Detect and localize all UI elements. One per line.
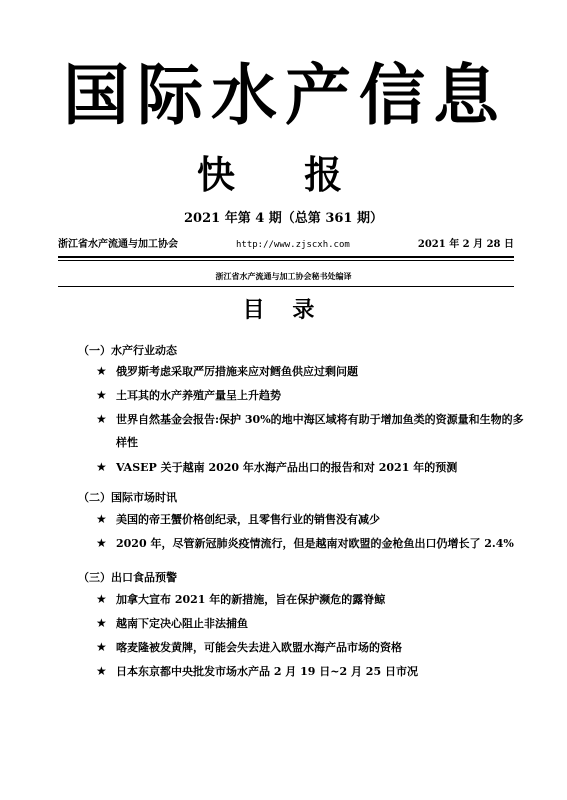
toc-title: 目 录 (242, 298, 325, 323)
list-item (96, 660, 526, 683)
header-rule-thick (58, 256, 514, 258)
section-heading: （二）国际市场时讯 (78, 491, 177, 504)
list-item-text: 俄罗斯考虑采取严厉措施来应对鳕鱼供应过剩问题 (116, 365, 358, 378)
section-heading: （一）水产行业动态 (78, 344, 177, 357)
issue-number: 2021 年第 4 期（总第 361 期） (184, 211, 383, 226)
list-item (96, 508, 526, 531)
list-item (96, 636, 526, 659)
list-item (96, 588, 526, 611)
list-item-text: 加拿大宣布 2021 年的新措施，旨在保护濒危的露脊鲸 (116, 593, 386, 606)
publisher-info-row (58, 236, 514, 254)
publisher-url: http://www.zjscxh.com (236, 240, 350, 250)
publisher-name: 浙江省水产流通与加工协会 (58, 239, 178, 250)
star-icon: ★ (96, 592, 107, 606)
list-item (96, 612, 526, 635)
star-icon: ★ (96, 388, 107, 402)
star-icon: ★ (96, 512, 107, 526)
masthead-title: 国际水产信息 (63, 56, 507, 134)
list-item-text: VASEP 关于越南 2020 年水海产品出口的报告和对 2021 年的预测 (116, 461, 458, 474)
star-icon: ★ (96, 460, 107, 474)
list-item-text: 越南下定决心阻止非法捕鱼 (116, 617, 248, 630)
list-item-text: 喀麦隆被发黄牌，可能会失去进入欧盟水海产品市场的资格 (116, 641, 402, 654)
compiled-rule (58, 286, 514, 287)
star-icon: ★ (96, 364, 107, 378)
list-item (96, 532, 526, 555)
compiled-by: 浙江省水产流通与加工协会秘书处编译 (215, 271, 352, 281)
header-rule-thin (58, 260, 514, 261)
list-item (96, 408, 526, 454)
list-item-text: 日本东京都中央批发市场水产品 2 月 19 日~2 月 25 日市况 (116, 665, 418, 678)
star-icon: ★ (96, 412, 107, 426)
section-heading: （三）出口食品预警 (78, 571, 177, 584)
list-item-text: 世界自然基金会报告:保护 30%的地中海区域将有助于增加鱼类的资源量和生物的多样性 (116, 413, 524, 449)
star-icon: ★ (96, 536, 107, 550)
publish-date: 2021 年 2 月 28 日 (417, 239, 514, 250)
list-item-text: 美国的帝王蟹价格创纪录，且零售行业的销售没有减少 (116, 513, 380, 526)
star-icon: ★ (96, 664, 107, 678)
list-item-text: 2020 年，尽管新冠肺炎疫情流行，但是越南对欧盟的金枪鱼出口仍增长了 2.4% (116, 537, 514, 550)
list-item (96, 360, 526, 383)
list-item (96, 456, 526, 479)
star-icon: ★ (96, 640, 107, 654)
star-icon: ★ (96, 616, 107, 630)
list-item (96, 384, 526, 407)
newsletter-subtitle: 快 报 (196, 153, 371, 197)
list-item-text: 土耳其的水产养殖产量呈上升趋势 (116, 389, 281, 402)
